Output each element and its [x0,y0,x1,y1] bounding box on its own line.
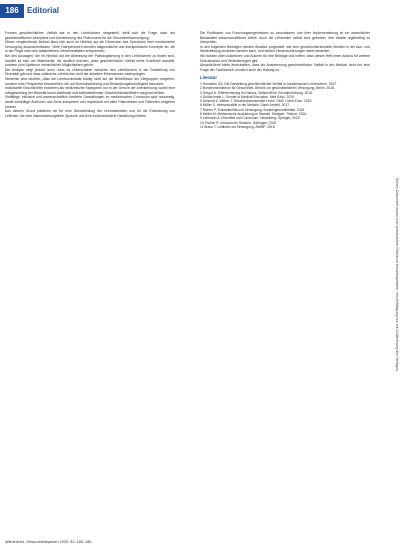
section-title: Editorial [27,6,60,15]
paragraph: Die Publikation von Forschungsergebnissen zu Innovationen und ihrer Implementierung ist ein wesentlicher Bestandteil wissenschaftlicher Arbeit. Auch die Lehrenden selbst sind gefordert, ihre Inhalte regelmäßig zu überprüfen. [200,31,370,45]
paragraph: Bei den Aussagen, die im Hinblick auf die Ablehnung der Pathologisierung in den Lehrbüchern zu finden sind, handelt es sich um Statements, die deutlich machen, dass geschlechtliche Vielfalt keine Krankheit darstellt, sondern zum Spektrum menschlicher Möglichkeiten gehört. [5,53,175,68]
reference-item: 11 Braun T. Leitlinien zur Versorgung. AWMF; 2018. [200,124,276,129]
paragraph: Individuelle Geschlechter existieren als medizinische Kategorien nur in der Grenze der Anerkennung, wobei eine Infragestellung der Binarität kaum stattfindet und selbstbestimmte Geschlechtsidentitäten marginal bleiben. [5,86,175,95]
left-column [5,31,175,118]
literature-list [200,82,370,129]
paragraph: Wir danken allen Autorinnen und Autoren für ihre Beiträge und hoffen, dass dieses Heft einen Anstoß für weitere Diskussionen und Veränderungen gibt. [200,53,370,63]
paragraph: Die Analyse zeigt jedoch auch, dass es Unterschiede zwischen den Lehrbüchern in der Darstellung von Diversität gibt und dass zahlreiche Lehrbücher nicht die aktuellen Erkenntnisse widerspiegeln. [5,67,175,77]
download-note-text: Dieses Dokument wurde zum persönlichen Gebrauch heruntergeladen. Vervielfältigung nur mit Zustimmung des Verlages. [395,177,399,373]
reference-item: 9 Lehmann A. Diversität und Curriculum. Heidelberg: Springer; 2019. [200,116,301,121]
paragraph: In den folgenden Beiträgen werden Ansätze vorgestellt, wie eine geschlechtersensible Medizin in der Aus- und Weiterbildung verankert werden kann, und welche Herausforderungen dabei bestehen. [200,44,370,54]
reference-item: 3 Gregor A. Differenzierung im Diskurs. Zeitschrift für Sexualforschung. 2016. [200,90,313,95]
page-number: 186 [0,4,24,18]
paragraph: Vielfältige, inklusive und wissenschaftlich fundierte Darstellungen im medizinischen Curriculum sind notwendig, damit zukünftige Ärztinnen und Ärzte kompetent und respektvoll mit allen Patientinnen und Patienten umgehen können. [5,95,175,109]
reference-item: 1 Hornstein GA. Die Darstellung geschlechtlicher Vielfalt in medizinischen Lehrbüchern. 2017. [200,81,338,86]
download-note [391,40,403,510]
reference-item: 4 Goldschmidt L. Gender in Medical Education. Med Educ. 2015. [200,94,295,99]
reference-item: 10 Fischer R. Inklusion im Studium. Göttingen; 2020. [200,120,278,125]
reference-item: 8 Weller M. Medizinische Ausbildung im Wandel. Stuttgart: Thieme; 2016. [200,112,308,117]
paragraph: Abschließend bleibt festzuhalten, dass die Anerkennung geschlechtlicher Vielfalt in der Medizin nicht nur eine Frage der Fachlichkeit, sondern auch der Haltung ist. [200,63,370,72]
reference-item: 2 Bundesministerium für Gesundheit. Bericht zur gesundheitlichen Versorgung. Berlin; 2018. [200,86,335,91]
literature-heading: Literatur [200,75,217,81]
paragraph: Aus diesem Grund plädieren wir für eine Überarbeitung der Lehrmaterialien und für die Entwicklung von Leitlinien, die eine diskriminierungsfreie Sprache und eine evidenzbasierte Darstellung fördern. [5,109,175,118]
paragraph: Formen geschlechtlicher Vielfalt wie in den Lehrbüchern dargestellt, stellt sich die Frage nach der gesellschaftlichen Akzeptanz und Anerkennung des Phänomens für die Gesundheitsversorgung. [5,31,175,40]
right-column [200,31,370,129]
reference-item: 6 Müller S. Intersexualität in der Medizin. Dtsch Arztebl. 2017. [200,103,290,108]
paragraph: Weiterhin wird deutlich, dass die Lehrbuchinhalte häufig nicht auf die Bedürfnisse der Zielgruppen eingehen, sondern eine Perspektive beschreiben, die auf Normabweichung und Behandlungsbedürftigkeit fokussiert. [5,76,175,86]
page-header [0,0,413,30]
reference-item: 7 Richter P. Transidentität und Versorgung. Bundesgesundheitsbl. 2018. [200,107,306,112]
page-footer: Wiederhold, Gesundheitswesen 2020; 82: 185–186 [5,540,92,544]
reference-item: 5 Schmidt K, Weber J. Geschlechtersensible Lehre. GMS J Med Educ. 2019. [200,99,313,104]
paragraph: Dieser vergleichende Befund lässt sich auch im Hinblick auf die Dimension des Sprechens über medizinische Versorgung zusammenfassen: Viele Fachpersonen wenden diagnostische und therapeutische Konzepte an, die in der Regel nicht den tatsächlichen Lebensrealitäten entsprechen. [5,40,175,54]
